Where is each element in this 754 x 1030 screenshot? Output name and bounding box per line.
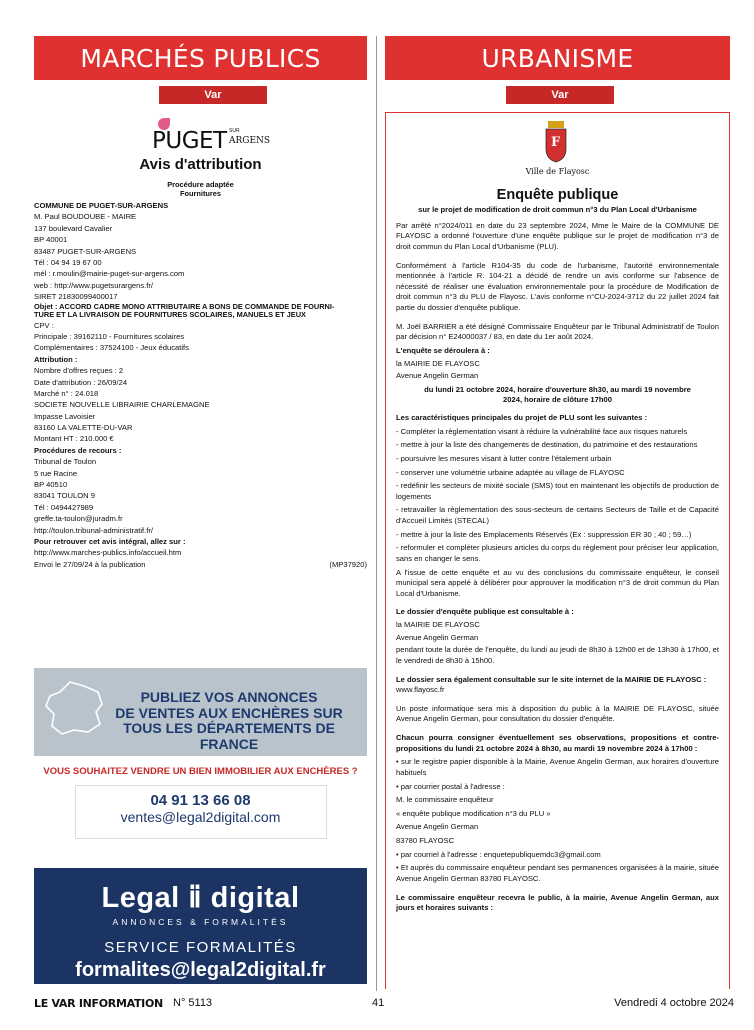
inquiry-heading: Le dossier d'enquête publique est consultable à :: [396, 607, 574, 617]
inquiry-website-link[interactable]: www.flayosc.fr: [396, 685, 445, 695]
flayosc-crest-caption: Ville de Flayosc: [525, 167, 590, 176]
page-footer: [34, 997, 734, 1015]
section-banner-urbanisme: URBANISME: [385, 36, 730, 80]
inquiry-paragraph: Par arrêté n°2024/011 en date du 23 septembre 2024, Mme le Maire de la COMMUNE DE FLAYOSC a ordonné l'ouverture d'une enquête publique sur le projet de modification n°3 de droit commun du Plan Local d'Urbanisme (PLU).: [396, 220, 719, 251]
notice-subtitle-1: Procédure adaptée: [167, 180, 234, 189]
legal2digital-email[interactable]: formalites@legal2digital.fr: [75, 959, 326, 981]
notice-line: Impasse Lavoisier: [34, 411, 96, 421]
legal2digital-logo: Legal ⅱ digital: [101, 882, 300, 914]
notice-line: 83041 TOULON 9: [34, 491, 95, 501]
inquiry-dates: du lundi 21 octobre 2024, horaire d'ouverture 8h30, au mardi 19 novembre 2024, horaire de clôture 17h00: [424, 384, 691, 405]
inquiry-paragraph: Un poste informatique sera mis à disposition du public à la MAIRIE DE FLAYOSC, située Avenue Angelin German, pour consultation du dossier d'enquête.: [396, 703, 719, 724]
notice-line: SOCIETE NOUVELLE LIBRAIRIE CHARLEMAGNE: [34, 400, 210, 410]
notice-line: BP 40001: [34, 235, 68, 245]
inquiry-line: 83780 FLAYOSC: [396, 836, 455, 845]
auction-ad-email[interactable]: ventes@legal2digital.com: [120, 809, 281, 825]
inquiry-bullet: - redéfinir les secteurs de mixité sociale (SMS) tout en maintenant les objectifs de production de logements: [396, 481, 719, 501]
inquiry-bullet: - reformuler et compléter plusieurs articles du corps du règlement pour préciser leur application, sans en changer le sens.: [396, 543, 719, 563]
section-banner-marches-publics: MARCHÉS PUBLICS: [34, 36, 367, 80]
region-tag: Var: [506, 86, 614, 104]
notice-line: mél : r.moulin@mairie-puget-sur-argens.com: [34, 269, 185, 279]
puget-logo-text: PUGET: [152, 128, 227, 154]
publication-name: LE VAR INFORMATION: [34, 997, 163, 1010]
notice-line: Objet : ACCORD CADRE MONO ATTRIBUTAIRE A BONS DE COMMANDE DE FOURNI-: [34, 301, 335, 311]
auction-ad-question: VOUS SOUHAITEZ VENDRE UN BIEN IMMOBILIER AUX ENCHÈRES ?: [43, 766, 358, 777]
inquiry-bullet: - retravailler la règlementation des sous-secteurs de certains Secteurs de Taille et de Capacité d'Accueil Limités (STECAL): [396, 505, 719, 525]
notice-line: Procédures de recours :: [34, 445, 122, 455]
notice-line: M. Paul BOUDOUBE - MAIRE: [34, 212, 137, 222]
notice-line: Tribunal de Toulon: [34, 457, 97, 467]
notice-line: 83487 PUGET-SUR-ARGENS: [34, 246, 137, 256]
issue-date: Vendredi 4 octobre 2024: [614, 997, 734, 1009]
legal2digital-service: SERVICE FORMALITÉS: [104, 939, 297, 956]
notice-last-line: [34, 559, 367, 570]
right-column: [385, 36, 730, 989]
notice-line: SIRET 21830099400017: [34, 292, 118, 302]
inquiry-paragraph: M. Joël BARRIER a été désigné Commissaire Enquêteur par le Tribunal Administratif de Toulon par décision n° E24000037 / 83, en date du 1er août 2024.: [396, 321, 719, 342]
inquiry-bullet: - mettre à jour la liste des changements de destination, du patrimoine et des restaurations: [396, 440, 698, 450]
inquiry-bullet: - Compléter la règlementation visant à réduire la vulnérabilité face aux risques naturels: [396, 426, 688, 436]
page-number: 41: [372, 997, 385, 1009]
notice-sent-date: Envoi le 27/09/24 à la publication: [34, 559, 146, 569]
auction-ad-headline-2: DE VENTES AUX ENCHÈRES SUR: [115, 704, 343, 721]
inquiry-line: Avenue Angelin German: [396, 632, 479, 642]
inquiry-heading: Les caractéristiques principales du projet de PLU sont les suivantes :: [396, 413, 648, 422]
inquiry-line: Avenue Angelin German: [396, 371, 479, 381]
notice-link[interactable]: http://toulon.tribunal-administratif.fr/: [34, 525, 154, 535]
inquiry-paragraph: pendant toute la durée de l'enquête, du lundi au jeudi de 8h30 à 12h00 et de 13h30 à 17h00, et le vendredi de 8h30 à 15h00.: [396, 645, 719, 665]
auction-ad-banner: [34, 668, 367, 756]
inquiry-bullet: - conserver une volumétrie urbaine adaptée au village de FLAYOSC: [396, 467, 625, 477]
inquiry-subtitle: sur le projet de modification de droit commun n°3 du Plan Local d'Urbanisme: [418, 205, 697, 214]
region-tag: Var: [159, 86, 267, 104]
notice-line: Attribution :: [34, 354, 78, 364]
issue-number: N° 5113: [173, 997, 213, 1009]
inquiry-paragraph: • sur le registre papier disponible à la Mairie, Avenue Angelin German, aux horaires d'ouverture habituels: [396, 757, 719, 777]
inquiry-paragraph: Conformément à l'article R104-35 du code de l'urbanisme, l'autorité environnementale mentionnée à l'article R. 104-21 a décidé de rendre un avis conforme sur l'absence de nécessité de réaliser une évaluation environnementale pour la procédure de Modification de droit commun n°3 du PLU de Flayosc. L'avis conforme n°CU-2024-3712 du 22 juillet 2024 fait partie du dossier d'enquête publique.: [396, 260, 719, 312]
notice-line: TURE ET LA LIVRAISON DE FOURNITURES SCOLAIRES, MANUELS ET JEUX: [34, 310, 306, 320]
inquiry-bullet: - mettre à jour la liste des Emplacements Réservés (Ex : suppression ER 30 ; 40 ; 59…): [396, 529, 692, 539]
auction-ad-headline-1: PUBLIEZ VOS ANNONCES: [140, 689, 318, 705]
notice-line: 5 rue Racine: [34, 468, 78, 478]
flayosc-crest: [396, 121, 719, 179]
inquiry-title: Enquête publique: [496, 187, 619, 203]
notice-body: [34, 200, 367, 570]
notice-line: Complémentaires : 37524100 - Jeux éducatifs: [34, 343, 189, 353]
public-inquiry-notice: [385, 112, 730, 989]
inquiry-line: la MAIRIE DE FLAYOSC: [396, 358, 480, 368]
notice-line: Pour retrouver cet avis intégral, allez sur :: [34, 536, 186, 546]
legal2digital-ad[interactable]: [34, 868, 367, 984]
auction-ad-contact: [75, 785, 327, 839]
notice-subtitle-2: Fournitures: [179, 189, 222, 198]
inquiry-line: M. le commissaire enquêteur: [396, 795, 494, 805]
inquiry-heading: Le commissaire enquêteur recevra le public, à la mairie, Avenue Angelin German, aux jours et horaires suivants :: [396, 892, 719, 913]
inquiry-heading: Chacun pourra consigner éventuellement ses observations, propositions et contre-propositions du lundi 21 octobre 2024 à 8h30, au mardi 19 novembre 2024 à 17h00 :: [396, 733, 719, 753]
auction-ad-headline-3: TOUS LES DÉPARTEMENTS DE FRANCE: [123, 720, 335, 753]
notice-line: Tél : 04 94 19 67 00: [34, 257, 102, 267]
puget-logo-sur: SUR: [229, 128, 240, 134]
notice-reference: (MP37920): [329, 559, 367, 569]
auction-ad[interactable]: [34, 668, 367, 856]
notice-line: Marché n° : 24.018: [34, 388, 99, 398]
inquiry-line: « enquête publique modification n°3 du PLU »: [396, 808, 551, 818]
inquiry-email-line[interactable]: • par courriel à l'adresse : enquetepubliquemdc3@gmail.com: [396, 849, 601, 859]
inquiry-heading: L'enquête se déroulera à :: [396, 345, 490, 355]
inquiry-paragraph: • Et auprès du commissaire enquêteur pendant ses permanences organisées à la mairie, située Avenue Angelin German 83780 FLAYOSC.: [396, 863, 719, 883]
notice-line: BP 40510: [34, 480, 68, 490]
notice-line: 83160 LA VALETTE-DU-VAR: [34, 423, 133, 433]
notice-title: Avis d'attribution: [139, 156, 262, 173]
puget-logo-suffix: ARGENS: [229, 136, 271, 146]
legal2digital-tagline: ANNONCES & FORMALITÉS: [112, 917, 289, 927]
notice-line: Montant HT : 210.000 €: [34, 434, 114, 444]
notice-line: Tél : 0494427989: [34, 502, 94, 512]
notice-line: COMMUNE DE PUGET-SUR-ARGENS: [34, 201, 169, 210]
inquiry-line: Avenue Angelin German: [396, 822, 479, 832]
inquiry-paragraph: A l'issue de cette enquête et au vu des conclusions du commissaire enquêteur, le conseil municipal sera appelé à délibérer pour approuver la modification n°3 de droit commun du Plan Local d'Urbanisme.: [396, 567, 719, 598]
notice-link[interactable]: http://www.marches-publics.info/accueil.htm: [34, 548, 182, 558]
column-divider: [376, 36, 377, 991]
notice-line: Principale : 39162110 - Fournitures scolaires: [34, 331, 185, 341]
inquiry-heading: Le dossier sera également consultable sur le site internet de la MAIRIE DE FLAYOSC :: [396, 674, 707, 684]
puget-logo: [34, 118, 367, 154]
inquiry-line: • par courrier postal à l'adresse :: [396, 781, 505, 791]
notice-line: web : http://www.pugetsurargens.fr/: [34, 280, 154, 290]
auction-ad-phone[interactable]: 04 91 13 66 08: [150, 792, 251, 809]
inquiry-bullet: - poursuivre les mesures visant à lutter contre l'étalement urbain: [396, 453, 612, 463]
notice-line: Nombre d'offres reçues : 2: [34, 366, 124, 376]
notice-line: CPV :: [34, 320, 54, 330]
notice-line: 137 boulevard Cavalier: [34, 223, 113, 233]
flayosc-crest-letter: F: [551, 135, 561, 150]
notice-link[interactable]: greffe.ta-toulon@juradm.fr: [34, 514, 123, 524]
left-column: [34, 36, 367, 570]
auction-ad-headline: [94, 690, 364, 753]
inquiry-line: la MAIRIE DE FLAYOSC: [396, 620, 480, 629]
notice-line: Date d'attribution : 26/09/24: [34, 377, 128, 387]
